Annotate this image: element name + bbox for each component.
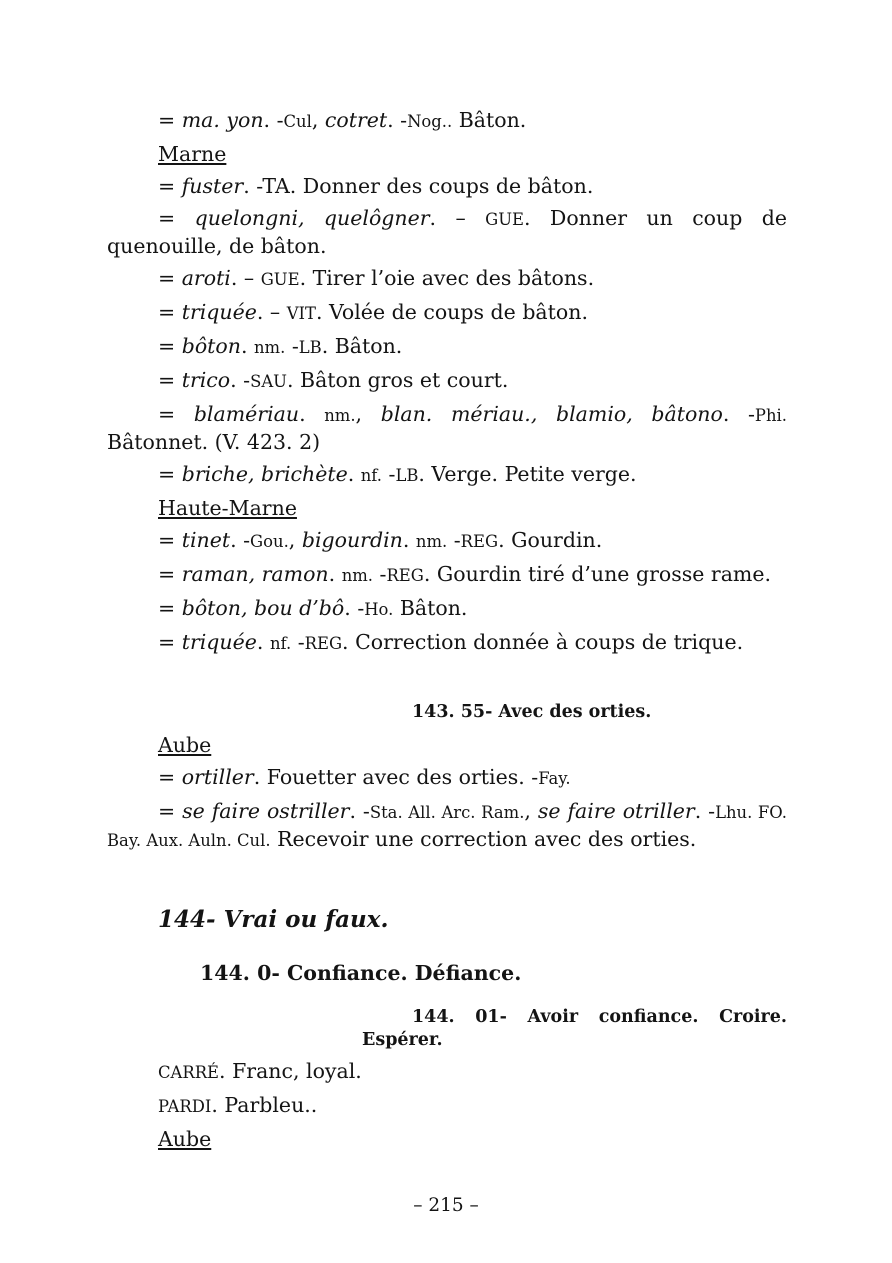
entry-triquee-reg: = triquée. nf. -REG. Correction donnée à coups de trique.	[158, 630, 744, 654]
entry-ma-yon: = ma. yon. -Cul, cotret. -Nog.. Bâton.	[158, 108, 527, 132]
entry-aroti: = aroti. – GUE. Tirer l’oie avec des bâtons.	[158, 266, 595, 290]
page-number: – 215 –	[413, 1195, 479, 1216]
region-heading-haute-marne: Haute-Marne	[158, 496, 297, 520]
entry-se-faire-ostriller: = se faire ostriller. -Sta. All. Arc. Ram., se faire otriller. -Lhu. FO. Bay. Aux. Auln. Cul. Recevoir une correction avec des orties.	[107, 799, 787, 851]
section-heading-144-01: 144. 01- Avoir confiance. Croire. Espérer.	[362, 1007, 787, 1050]
entry-ortiller: = ortiller. Fouetter avec des orties. -Fay.	[158, 765, 571, 789]
page-content	[107, 107, 787, 1158]
entry-pardi: PARDI. Parbleu..	[158, 1093, 318, 1117]
entry-triquee-vit: = triquée. – VIT. Volée de coups de bâton.	[158, 300, 588, 324]
chapter-heading-144: 144- Vrai ou faux.	[158, 906, 389, 933]
entry-trico: = trico. -SAU. Bâton gros et court.	[158, 368, 509, 392]
entry-boton-lb: = bôton. nm. -LB. Bâton.	[158, 334, 403, 358]
entry-boton-ho: = bôton, bou d’bô. -Ho. Bâton.	[158, 596, 468, 620]
entry-briche: = briche, brichète. nf. -LB. Verge. Petite verge.	[158, 462, 637, 486]
entry-fuster: = fuster. -TA. Donner des coups de bâton.	[158, 174, 594, 198]
region-heading-aube-2: Aube	[158, 1127, 212, 1151]
region-heading-marne: Marne	[158, 142, 227, 166]
section-heading-143-55: 143. 55- Avec des orties.	[412, 702, 652, 722]
entry-carre: CARRÉ. Franc, loyal.	[158, 1059, 362, 1083]
entry-blameriau: = blamériau. nm., blan. mériau., blamio, bâtono. -Phi. Bâtonnet. (V. 423. 2)	[107, 402, 787, 454]
entry-tinet: = tinet. -Gou., bigourdin. nm. -REG. Gourdin.	[158, 528, 603, 552]
entry-quelongni: = quelongni, quelôgner. – GUE. Donner un coup de quenouille, de bâton.	[107, 206, 787, 258]
section-heading-144-0: 144. 0- Confiance. Défiance.	[200, 961, 522, 985]
entry-raman: = raman, ramon. nm. -REG. Gourdin tiré d’une grosse rame.	[158, 562, 772, 586]
region-heading-aube: Aube	[158, 733, 212, 757]
